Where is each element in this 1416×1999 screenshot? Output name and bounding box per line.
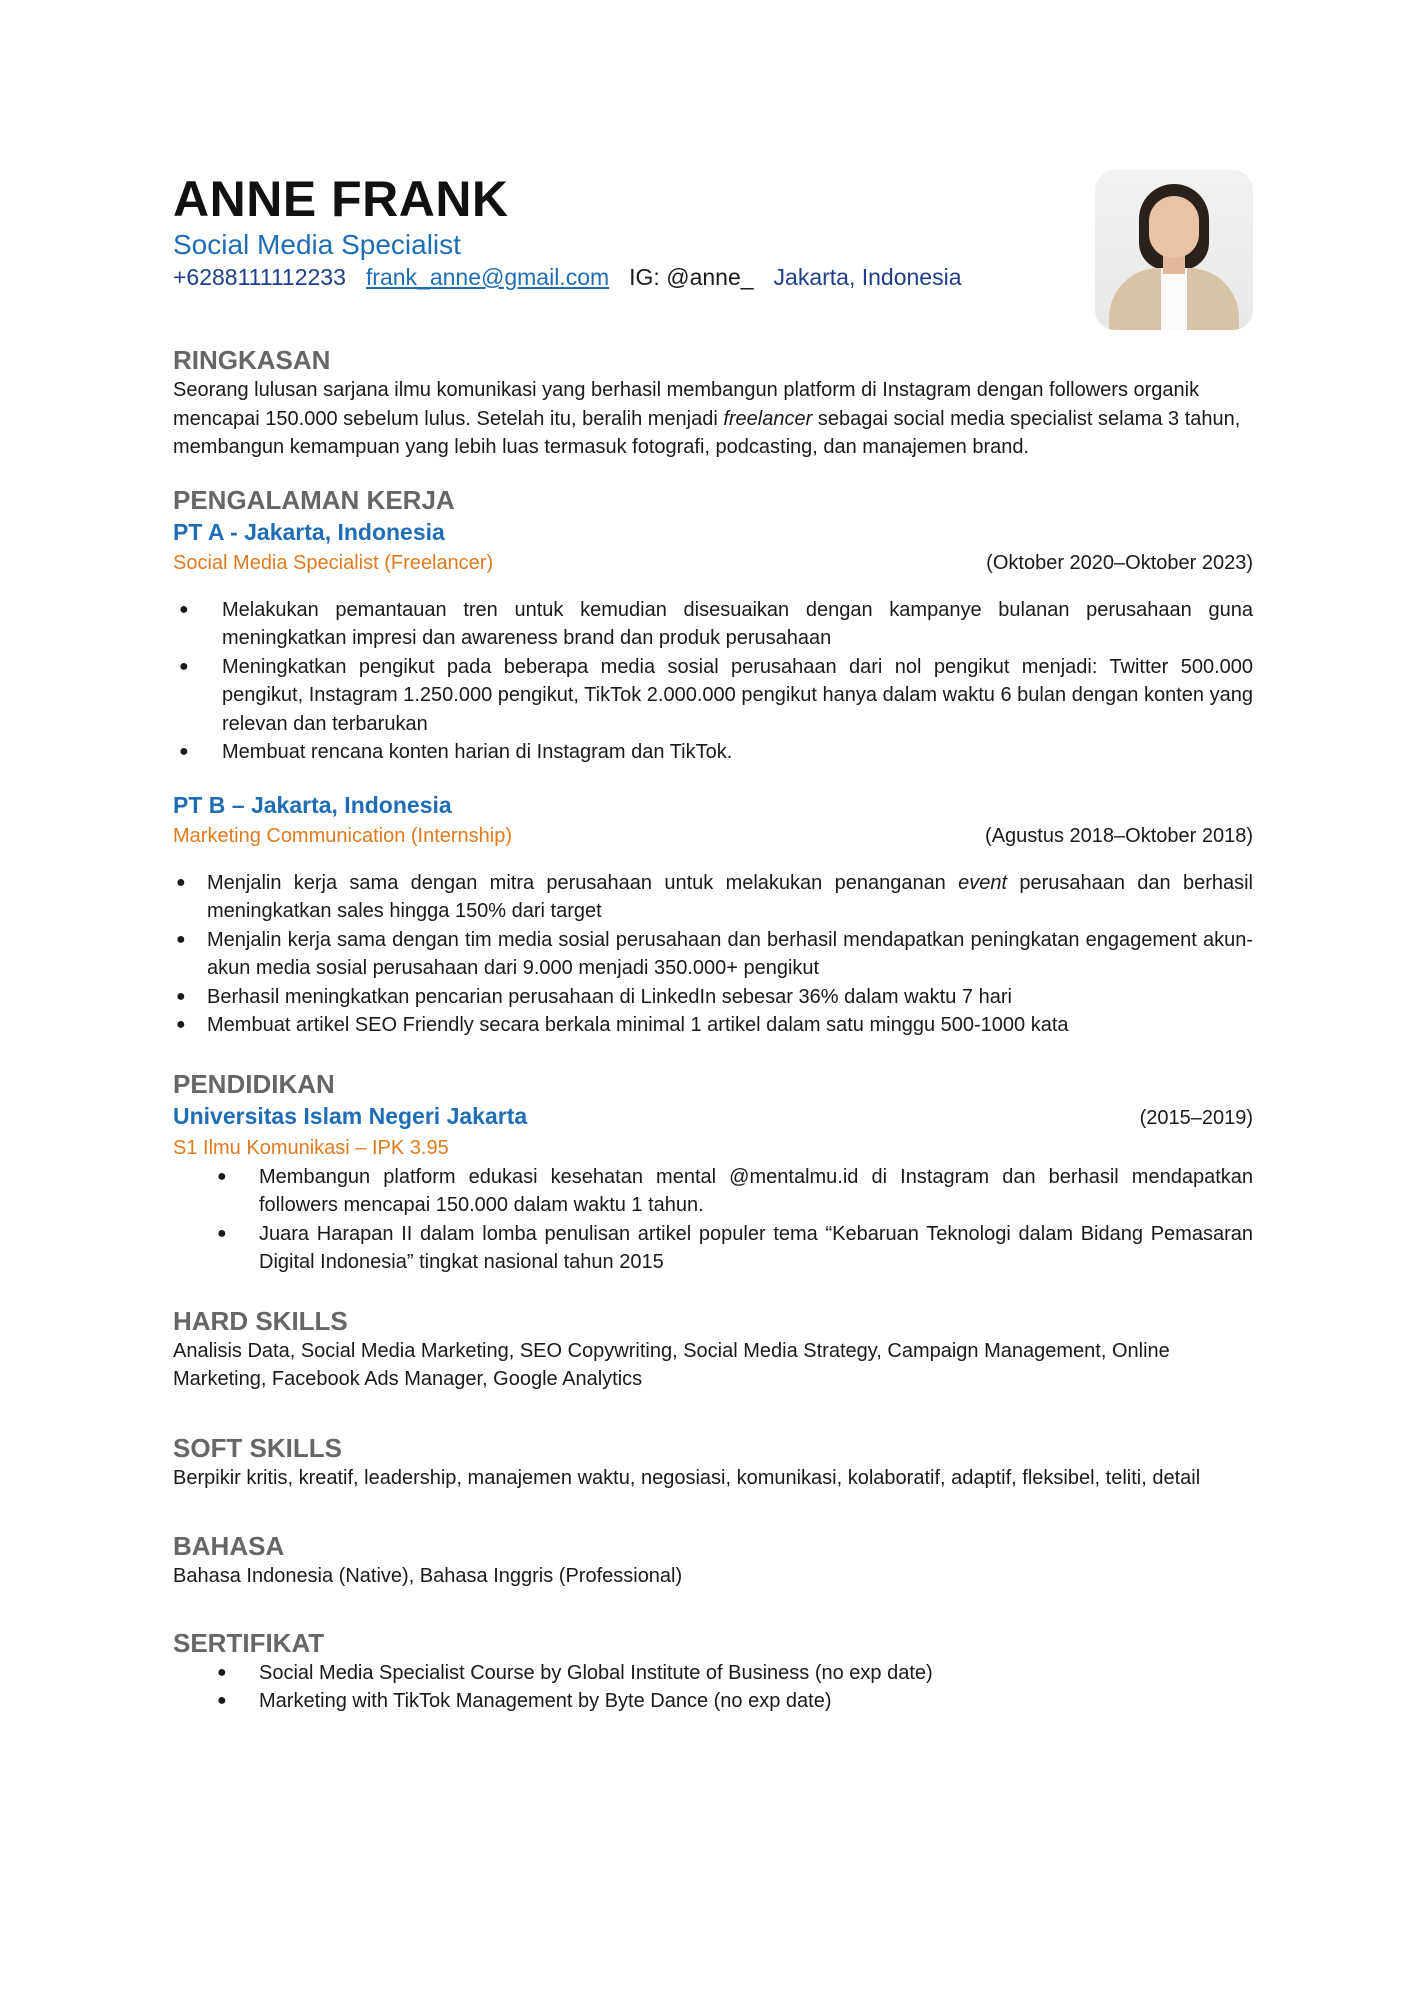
job-entry [173, 516, 1253, 767]
list-item [173, 926, 1253, 983]
certificates-section [173, 1627, 1253, 1716]
job-dates: (Agustus 2018–Oktober 2018) [985, 824, 1253, 847]
job-meta [173, 821, 1253, 851]
bullet-icon: ● [176, 873, 186, 891]
bullet-icon: ● [217, 1167, 227, 1185]
section-title-languages: BAHASA [173, 1531, 285, 1561]
soft-skills-text: Berpikir kritis, kreatif, leadership, manajemen waktu, negosiasi, komunikasi, kolaboratif, adaptif, fleksibel, teliti, detail [173, 1466, 1201, 1489]
profile-photo [1095, 170, 1253, 330]
job-dates: (Oktober 2020–Oktober 2023) [986, 551, 1253, 574]
languages-text: Bahasa Indonesia (Native), Bahasa Inggris (Professional) [173, 1565, 683, 1587]
list-item [173, 596, 1253, 653]
bullet-text: Berhasil meningkatkan pencarian perusahaan di LinkedIn sebesar 36% dalam waktu 7 hari [207, 985, 1012, 1008]
soft-skills-section [173, 1432, 1253, 1493]
list-item [173, 653, 1253, 739]
bullet-text: Membangun platform edukasi kesehatan mental @mentalmu.id di Instagram dan berhasil mendapatkan followers mencapai 150.000 dalam waktu 1 tahun. [259, 1165, 1253, 1216]
bullet-text: Marketing with TikTok Management by Byte Dance (no exp date) [259, 1690, 832, 1712]
bullet-icon: ● [176, 987, 186, 1005]
resume-header [173, 170, 1253, 330]
section-title-soft-skills: SOFT SKILLS [173, 1432, 342, 1463]
bullet-text: Menjalin kerja sama dengan tim media sosial perusahaan dan berhasil mendapatkan peningkatan engagement akun-akun media sosial perusahaan dari 9.000 menjadi 350.000+ pengikut [207, 928, 1253, 979]
languages-section [173, 1530, 1253, 1591]
bullet-text: Melakukan pemantauan tren untuk kemudian disesuaikan dengan kampanye bulanan perusahaan guna meningkatkan impresi dan awareness brand dan produk perusahaan [222, 598, 1253, 649]
bullet-text: Membuat artikel SEO Friendly secara berkala minimal 1 artikel dalam satu minggu 500-1000 kata [207, 1014, 1069, 1036]
education-bullets [173, 1163, 1253, 1277]
photo-face [1149, 196, 1199, 258]
phone-number: +6288111112233 [173, 264, 346, 290]
list-item [173, 1163, 1253, 1220]
summary-text-part: sebagai social media specialist selama 3 tahun, membangun kemampuan yang lebih luas termasuk fotografi, podcasting, dan manajemen brand. [173, 407, 1241, 458]
section-title-education: PENDIDIKAN [173, 1068, 335, 1099]
bullet-text: Juara Harapan II dalam lomba penulisan artikel populer tema “Kebaruan Teknologi dalam Bidang Pemasaran Digital Indonesia” tingkat nasional tahun 2015 [259, 1222, 1253, 1273]
list-item [173, 869, 1253, 926]
degree-text: S1 Ilmu Komunikasi – IPK 3.95 [173, 1136, 449, 1159]
summary-text-italic: freelancer [723, 407, 813, 430]
education-dates: (2015–2019) [1139, 1106, 1253, 1129]
job-position: Social Media Specialist (Freelancer) [173, 551, 494, 574]
bullet-icon: ● [179, 743, 189, 760]
candidate-role: Social Media Specialist [173, 229, 461, 260]
education-meta [173, 1100, 1253, 1133]
photo-shirt [1161, 268, 1187, 330]
list-item [173, 1011, 1253, 1040]
job-bullets [173, 869, 1253, 1040]
bullet-text: Meningkatkan pengikut pada beberapa media sosial perusahaan dari nol pengikut menjadi: Twitter 500.000 pengikut, Instagram 1.250.000 pengikut, TikTok 2.000.000 pengikut hanya dalam waktu 6 bulan dengan konten yang relevan dan terbarukan [222, 655, 1253, 735]
list-item [173, 738, 1253, 767]
school-name: Universitas Islam Negeri Jakarta [173, 1102, 528, 1129]
bullet-icon: ● [217, 1224, 227, 1242]
bullet-icon: ● [176, 930, 186, 948]
section-title-certificates: SERTIFIKAT [173, 1627, 325, 1658]
section-title-summary: RINGKASAN [173, 345, 331, 375]
hard-skills-section [173, 1305, 1253, 1394]
summary-text-part: Seorang lulusan sarjana ilmu komunikasi yang berhasil membangun platform di Instagram dengan followers organik mencapai 150.000 sebelum lulus. Setelah itu, beralih menjadi [173, 379, 1200, 430]
bullet-text-italic: event [958, 871, 1008, 894]
company-name: PT B – Jakarta, Indonesia [173, 791, 452, 818]
experience-section [173, 484, 1253, 1040]
bullet-icon: ● [176, 1016, 186, 1033]
hard-skills-text: Analisis Data, Social Media Marketing, SEO Copywriting, Social Media Strategy, Campaign Management, Online Marketing, Facebook Ads Manager, Google Analytics [173, 1339, 1170, 1390]
location-text: Jakarta, Indonesia [773, 264, 962, 290]
summary-section [173, 344, 1253, 462]
bullet-text: Menjalin kerja sama dengan mitra perusahaan untuk melakukan penanganan [207, 871, 959, 894]
contact-line [173, 262, 1253, 292]
bullet-text: Membuat rencana konten harian di Instagram dan TikTok. [222, 741, 733, 763]
bullet-icon: ● [217, 1663, 227, 1681]
bullet-icon: ● [179, 657, 189, 675]
bullet-text: Social Media Specialist Course by Global Institute of Business (no exp date) [259, 1661, 933, 1684]
list-item [173, 1220, 1253, 1277]
job-bullets [173, 596, 1253, 767]
job-meta [173, 548, 1253, 578]
job-position: Marketing Communication (Internship) [173, 824, 513, 847]
email-link[interactable]: frank_anne@gmail.com [365, 264, 610, 290]
certificate-bullets [173, 1659, 1253, 1716]
instagram-handle: IG: @anne_ [629, 264, 754, 290]
list-item [173, 1687, 1253, 1716]
bullet-icon: ● [217, 1692, 227, 1709]
job-entry [173, 789, 1253, 1040]
company-name: PT A - Jakarta, Indonesia [173, 518, 445, 545]
resume-page [173, 170, 1253, 1716]
bullet-text: perusahaan dan berhasil meningkatkan sales hingga 150% dari target [207, 871, 1253, 922]
section-title-hard-skills: HARD SKILLS [173, 1305, 348, 1336]
summary-text [173, 376, 1253, 462]
list-item [173, 983, 1253, 1012]
list-item [173, 1659, 1253, 1688]
bullet-icon: ● [179, 600, 189, 618]
candidate-name: ANNE FRANK [173, 171, 509, 227]
education-section [173, 1068, 1253, 1277]
section-title-experience: PENGALAMAN KERJA [173, 484, 455, 515]
